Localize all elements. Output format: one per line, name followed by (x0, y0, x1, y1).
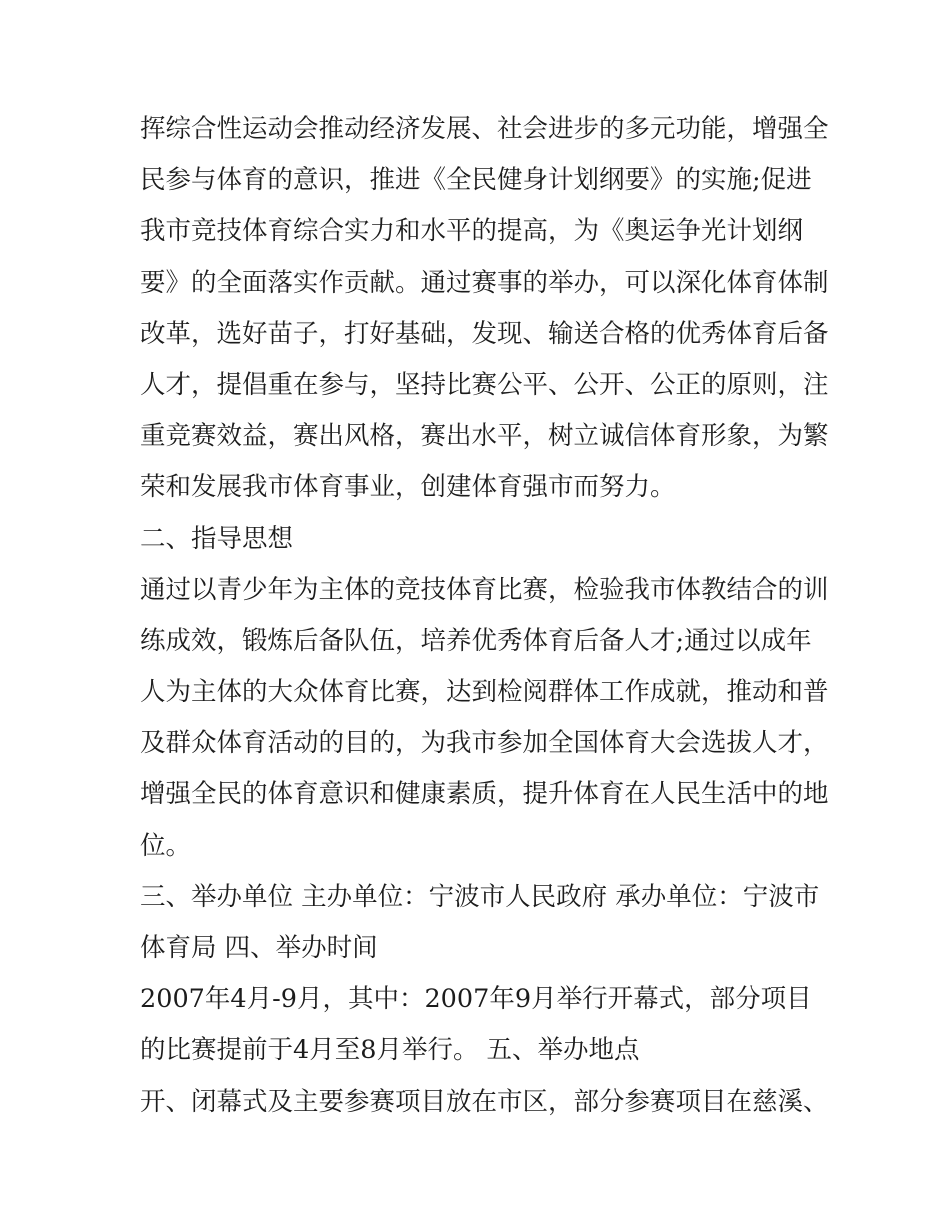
text-line: 重竞赛效益，赛出风格，赛出水平，树立诚信体育形象，为繁 (140, 421, 829, 452)
text-line: 我市竞技体育综合实力和水平的提高，为《奥运争光计划纲 (140, 216, 804, 247)
text-line: 2007年4月-9月，其中：2007年9月举行开幕式，部分项目 (140, 984, 812, 1015)
section-heading: 二、指导思想 (140, 523, 294, 554)
text-line: 挥综合性运动会推动经济发展、社会进步的多元功能，增强全 (140, 114, 829, 144)
document-body (140, 104, 829, 1128)
text-line: 的比赛提前于4月至8月举行。 五、举办地点 (140, 1035, 640, 1066)
text-line: 及群众体育活动的目的，为我市参加全国体育大会选拔人才， (140, 728, 829, 759)
text-line: 人为主体的大众体育比赛，达到检阅群体工作成就，推动和普 (140, 677, 829, 708)
text-line: 荣和发展我市体育事业，创建体育强市而努力。 (140, 472, 676, 503)
text-line: 增强全民的体育意识和健康素质，提升体育在人民生活中的地 (140, 779, 829, 810)
text-line: 人才，提倡重在参与，坚持比赛公平、公开、公正的原则，注 (140, 369, 829, 400)
text-line: 练成效，锻炼后备队伍，培养优秀体育后备人才;通过以成年 (140, 625, 812, 656)
text-line: 体育局 四、举办时间 (140, 933, 378, 963)
text-line: 开、闭幕式及主要参赛项目放在市区，部分参赛项目在慈溪、 (140, 1086, 829, 1117)
text-line: 位。 (140, 830, 192, 861)
text-line: 要》的全面落实作贡献。通过赛事的举办，可以深化体育体制 (140, 267, 829, 298)
text-line: 民参与体育的意识，推进《全民健身计划纲要》的实施;促进 (140, 165, 812, 196)
text-line: 三、举办单位 主办单位：宁波市人民政府 承办单位：宁波市 (140, 881, 820, 912)
text-line: 改革，选好苗子，打好基础，发现、输送合格的优秀体育后备 (140, 318, 829, 349)
text-line: 通过以青少年为主体的竞技体育比赛，检验我市体教结合的训 (140, 574, 829, 605)
